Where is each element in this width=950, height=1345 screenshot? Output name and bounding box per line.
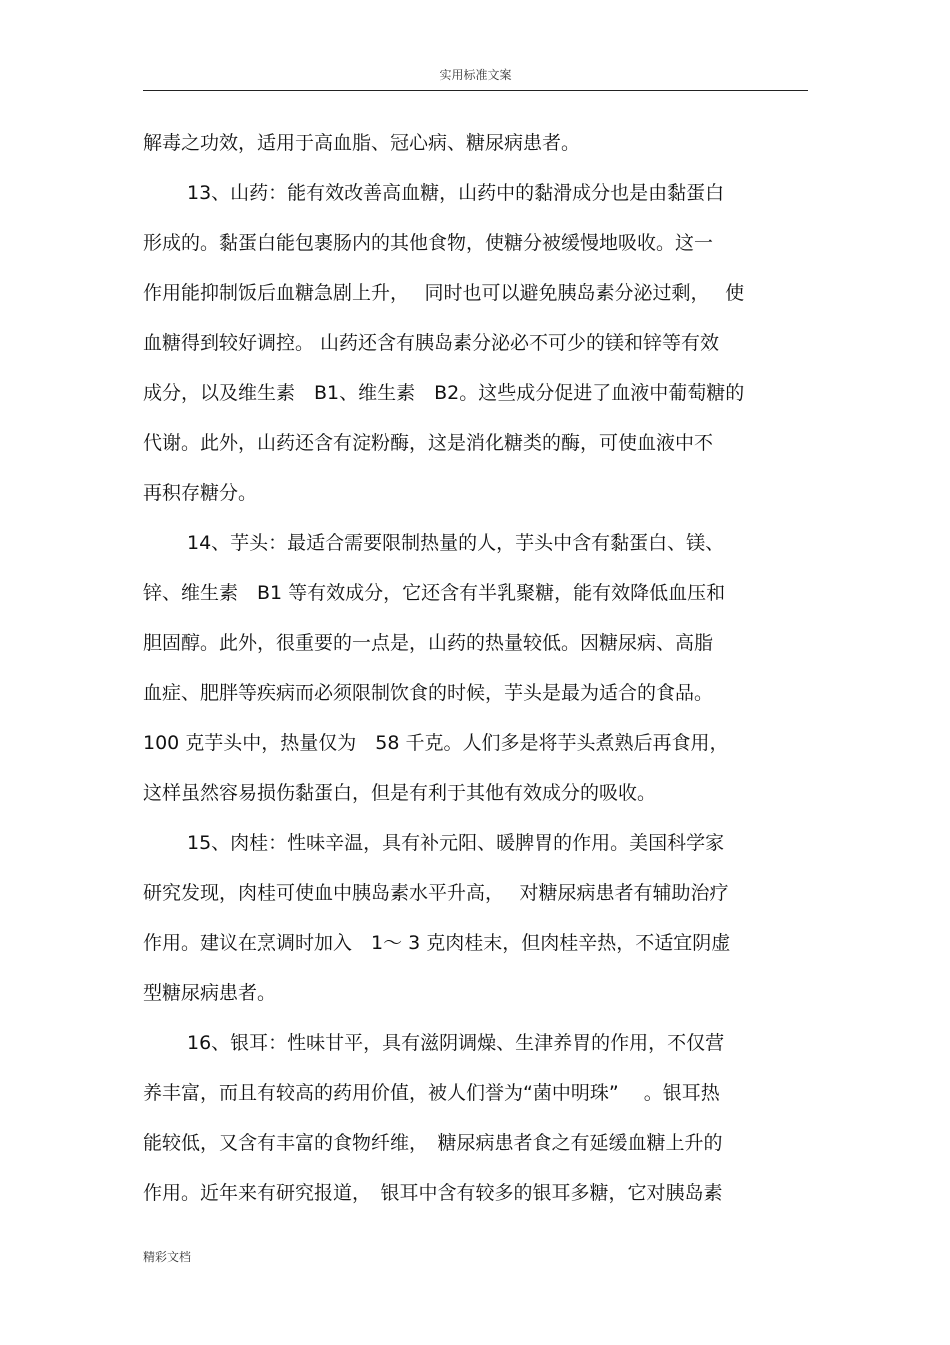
text-line: 型糖尿病患者。 xyxy=(143,982,277,1004)
text-line: 研究发现，肉桂可使血中胰岛素水平升高， 对糖尿病患者有辅助治疗 xyxy=(143,882,729,904)
text-line: 能较低，又含有丰富的食物纤维， 糖尿病患者食之有延缓血糖上升的 xyxy=(143,1132,723,1154)
text-line: 解毒之功效，适用于高血脂、冠心病、糖尿病患者。 xyxy=(143,132,581,154)
text-line: 代谢。此外，山药还含有淀粉酶，这是消化糖类的酶，可使血液中不 xyxy=(143,432,714,454)
page-header: 实用标准文案 xyxy=(439,68,512,82)
text-line: 血症、肥胖等疾病而必须限制饮食的时候，芋头是最为适合的食品。 xyxy=(143,682,714,704)
text-line: 血糖得到较好调控。 山药还含有胰岛素分泌必不可少的镁和锌等有效 xyxy=(143,332,720,354)
text-line: 14、芋头：最适合需要限制热量的人，芋头中含有黏蛋白、镁、 xyxy=(187,532,725,554)
text-line: 100 克芋头中，热量仅为 58 千克。人们多是将芋头煮熟后再食用， xyxy=(143,732,729,754)
text-line: 作用能抑制饭后血糖急剧上升， 同时也可以避免胰岛素分泌过剩， 使 xyxy=(143,282,745,304)
text-line: 16、银耳：性味甘平，具有滋阴调燥、生津养胃的作用，不仅营 xyxy=(187,1032,725,1054)
text-line: 形成的。黏蛋白能包裹肠内的其他食物，使糖分被缓慢地吸收。这一 xyxy=(143,232,714,254)
text-line: 作用。建议在烹调时加入 1～ 3 克肉桂末，但肉桂辛热，不适宜阴虚 xyxy=(143,932,731,954)
text-line: 13、山药：能有效改善高血糖，山药中的黏滑成分也是由黏蛋白 xyxy=(187,182,725,204)
text-line: 15、肉桂：性味辛温，具有补元阳、暖脾胃的作用。美国科学家 xyxy=(187,832,725,854)
text-line: 这样虽然容易损伤黏蛋白，但是有利于其他有效成分的吸收。 xyxy=(143,782,657,804)
text-line: 养丰富，而且有较高的药用价值，被人们誉为“菌中明珠” 。银耳热 xyxy=(143,1082,720,1104)
page-footer: 精彩文档 xyxy=(143,1250,192,1264)
text-line: 作用。近年来有研究报道， 银耳中含有较多的银耳多糖，它对胰岛素 xyxy=(143,1182,723,1204)
text-line: 胆固醇。此外，很重要的一点是，山药的热量较低。因糖尿病、高脂 xyxy=(143,632,714,654)
text-line: 成分，以及维生素 B1、维生素 B2。这些成分促进了血液中葡萄糖的 xyxy=(143,382,745,404)
header-rule xyxy=(143,90,808,91)
text-line: 再积存糖分。 xyxy=(143,482,258,504)
text-line: 锌、维生素 B1 等有效成分，它还含有半乳聚糖，能有效降低血压和 xyxy=(143,582,726,604)
